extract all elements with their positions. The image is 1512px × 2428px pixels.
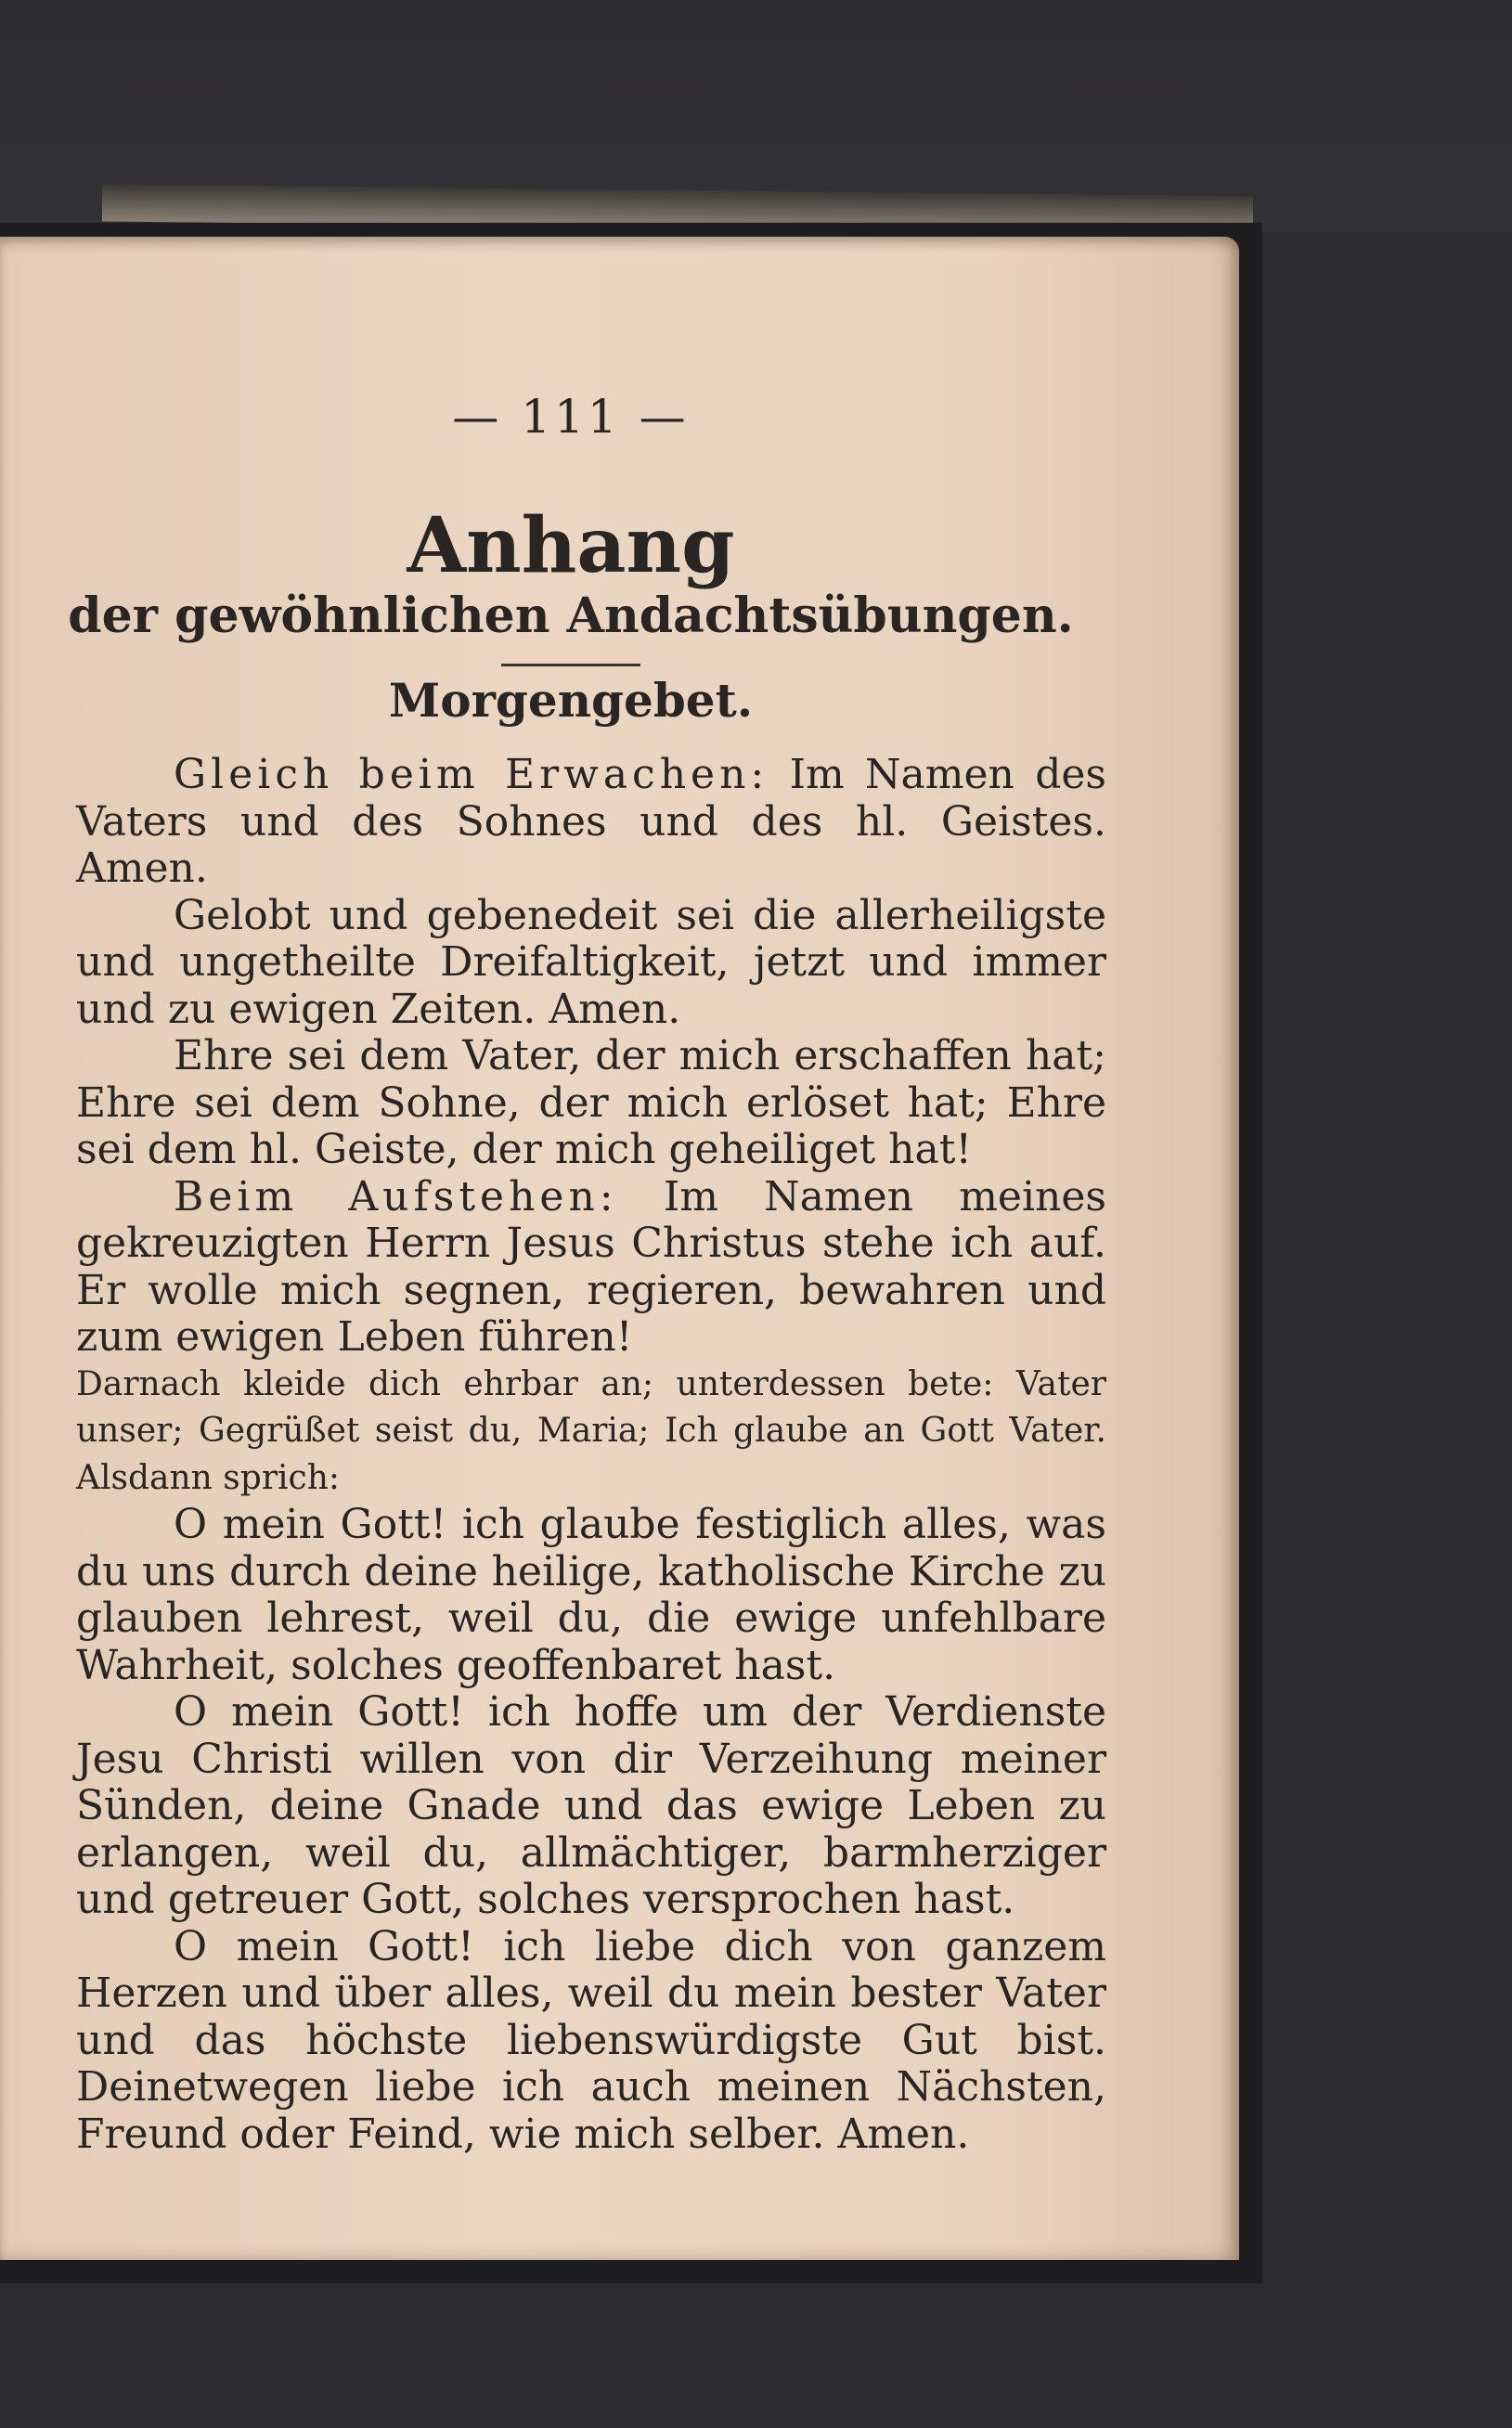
paragraph: [76, 893, 1106, 1034]
prayer: O mein Gott! ich hoffe um der Verdienste Jesu Christi willen von dir Verzeihung meiner Sünden, deine Gnade und das ewige Leben zu erlangen, weil du, allmächtiger, barmherziger und getreuer Gott, solches versprochen hast.: [76, 1688, 1106, 1923]
paragraph-text: Im Namen des Vaters und des Sohnes und des hl. Geistes. Amen.: [76, 751, 1106, 892]
chapter-subheading: der gewöhnlichen Andachtsübungen.: [68, 588, 1074, 644]
paragraph-text: Im Namen meines gekreuzigten Herrn Jesus Christus stehe ich auf. Er wolle mich segnen, regieren, bewahren und zum ewigen Leben führen!: [76, 1172, 1106, 1361]
book-page: [0, 237, 1239, 2260]
page-number: — 111 —: [452, 390, 690, 444]
prayer: O mein Gott! ich liebe dich von ganzem Herzen und über alles, weil du mein bester Vater und das höchste liebenswürdigste Gut bist. Deinetwegen liebe ich auch meinen Nächsten, Freund oder Feind, wie mich selber. Amen.: [76, 1922, 1106, 2158]
section-title: Morgengebet.: [388, 673, 754, 728]
page-content: [0, 237, 1239, 2260]
instruction-text: Darnach kleide dich ehrbar an; unterdessen bete: Vater unser; Gegrüßet seist du, Maria; Ich glaube an Gott Vater. Alsdann sprich:: [76, 1364, 1106, 1497]
paragraph-lead: Beim Aufstehen:: [174, 1172, 618, 1220]
paragraph: [76, 1033, 1106, 1174]
paragraph-text: Gelobt und gebenedeit sei die allerheiligste und ungetheilte Dreifaltigkeit, jetzt und immer und zu ewigen Zeiten. Amen.: [76, 891, 1106, 1033]
divider-rule: [501, 664, 640, 666]
paragraph-lead: Gleich beim Erwachen:: [174, 751, 769, 798]
paragraph: [76, 1174, 1106, 1362]
body-text: [76, 752, 1106, 2158]
chapter-heading: Anhang: [407, 501, 735, 590]
prayer: O mein Gott! ich glaube festiglich alles, was du uns durch deine heilige, katholische Kirche zu glauben lehrest, weil du, die ewige unfehlbare Wahrheit, solches geoffenbaret hast.: [76, 1501, 1106, 1689]
paragraph: [76, 752, 1106, 893]
paragraph-text: Ehre sei dem Vater, der mich erschaffen hat; Ehre sei dem Sohne, der mich erlöset hat; Ehre sei dem hl. Geiste, der mich geheiliget hat!: [76, 1032, 1106, 1173]
